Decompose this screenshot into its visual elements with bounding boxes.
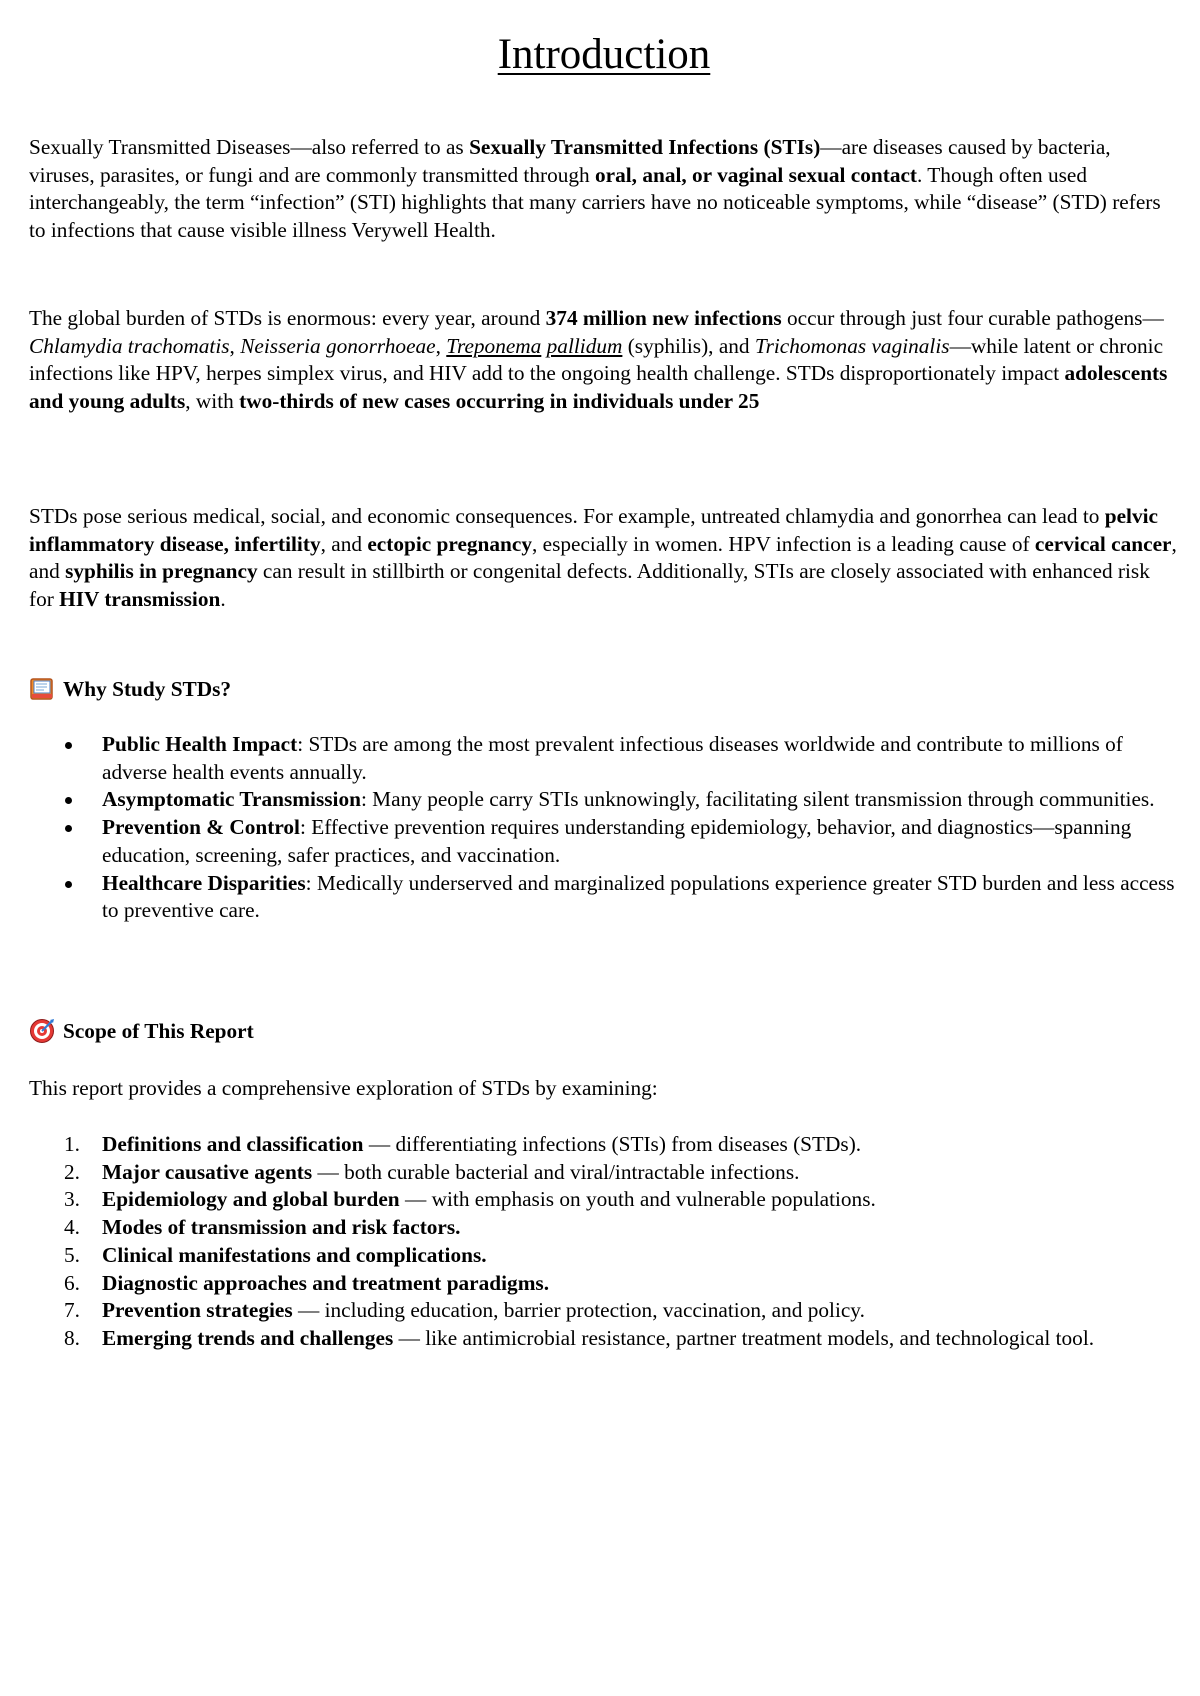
text: . — [220, 587, 226, 612]
list-item-label: Diagnostic approaches and treatment paradigms. — [102, 1270, 550, 1295]
bold-text: ectopic pregnancy — [367, 531, 532, 556]
bold-text: oral, anal, or vaginal sexual contact — [595, 162, 918, 187]
text: occur through just four curable pathogens— — [781, 306, 1164, 330]
list-item — [29, 814, 1179, 869]
text: . Though often used interchangeably, the term “infection” (STI) highlights that many carriers have no noticeable symptoms, while “disease” (STD) refers to infections that cause visible illness Verywell Health. — [29, 162, 1161, 243]
bold-text: HIV transmission — [59, 587, 221, 612]
list-item-label: Emerging trends and challenges — [102, 1325, 394, 1350]
list-item — [29, 731, 1179, 786]
list-item-label: Healthcare Disparities — [102, 870, 306, 895]
text: The global burden of STDs is enormous: every year, around — [29, 306, 546, 330]
list-item-label: Public Health Impact — [102, 732, 298, 756]
page-title: Introduction — [497, 31, 711, 78]
list-item-label: Clinical manifestations and complications. — [102, 1242, 487, 1267]
why-study-list — [29, 731, 1179, 925]
list-item — [29, 1297, 1179, 1325]
italic-text: Neisseria gonorrhoeae — [240, 333, 436, 358]
list-number: 1. — [64, 1132, 80, 1156]
list-item-label: Prevention strategies — [102, 1298, 293, 1323]
bold-text: syphilis in pregnancy — [65, 559, 258, 584]
intro-paragraph-2 — [29, 305, 1179, 416]
scope-heading — [29, 1017, 254, 1045]
intro-paragraph-1 — [29, 134, 1179, 245]
text: —are diseases caused by bacteria, viruses, parasites, or fungi and are commonly transmitted through — [29, 135, 1111, 187]
list-item-text: — differentiating infections (STIs) from diseases (STDs). — [363, 1132, 862, 1156]
text: STDs pose serious medical, social, and economic consequences. For example, untreated chlamydia and gonorrhea can lead to — [29, 504, 1105, 528]
underlined-text: pallidum — [546, 333, 623, 358]
bold-text: adolescents and young adults — [29, 361, 1168, 414]
underlined-text: Treponema — [446, 333, 542, 358]
list-number: 8. — [64, 1325, 80, 1350]
list-item — [29, 1186, 1179, 1214]
intro-paragraph-3 — [29, 503, 1179, 614]
text: can result in stillbirth or congenital defects. Additionally, STIs are closely associated with enhanced risk for — [29, 559, 1150, 612]
list-item — [29, 1131, 1179, 1159]
section-heading-text: Scope of This Report — [63, 1019, 254, 1043]
scope-intro: This report provides a comprehensive exploration of STDs by examining: — [29, 1076, 658, 1100]
list-item-text: — both curable bacterial and viral/intractable infections. — [312, 1159, 800, 1184]
list-item — [29, 1270, 1179, 1298]
target-icon — [29, 1018, 55, 1044]
text: , especially in women. HPV infection is a leading cause of — [531, 531, 1035, 556]
bold-text: Sexually Transmitted Infections (STIs) — [469, 135, 821, 159]
bold-text: cervical cancer — [1034, 531, 1172, 556]
italic-text: Trichomonas vaginalis — [754, 333, 950, 358]
text: , — [435, 333, 447, 358]
list-item-text: — with emphasis on youth and vulnerable populations. — [399, 1187, 876, 1212]
list-item — [29, 1159, 1179, 1187]
list-item-label: Epidemiology and global burden — [102, 1187, 400, 1212]
list-item-label: Asymptomatic Transmission — [102, 787, 361, 812]
bold-text: pelvic inflammatory disease, infertility — [29, 504, 1158, 556]
list-item — [29, 1325, 1179, 1353]
list-item — [29, 786, 1179, 814]
list-number: 3. — [64, 1187, 80, 1212]
text: (syphilis), and — [622, 333, 755, 358]
text: , with — [185, 389, 240, 414]
list-item-label: Modes of transmission and risk factors. — [102, 1215, 461, 1240]
text: , and — [320, 531, 368, 556]
list-item-text: — like antimicrobial resistance, partner treatment models, and technological tool. — [393, 1325, 1095, 1350]
list-item-text: : Medically underserved and marginalized populations experience greater STD burden and less access to preventive care. — [102, 870, 1175, 923]
list-item-label: Major causative agents — [102, 1159, 313, 1184]
bold-text: 374 million new infections — [545, 306, 782, 330]
list-item-text: : STDs are among the most prevalent infectious diseases worldwide and contribute to millions of adverse health events annually. — [102, 732, 1123, 784]
list-item-label: Definitions and classification — [102, 1132, 364, 1156]
list-number: 5. — [64, 1242, 80, 1267]
list-item-text: : Effective prevention requires understanding epidemiology, behavior, and diagnostics—spanning education, screening, safer practices, and vaccination. — [102, 815, 1132, 867]
scope-list — [29, 1131, 1179, 1353]
section-heading-text: Why Study STDs? — [63, 677, 232, 701]
list-item — [29, 1214, 1179, 1242]
why-study-heading — [29, 675, 231, 703]
text: —while latent or chronic infections like HPV, herpes simplex virus, and HIV add to the ongoing health challenge. STDs disproportionately impact — [29, 333, 1164, 386]
text: Sexually Transmitted Diseases—also referred to as — [29, 135, 470, 159]
list-item — [29, 870, 1179, 925]
list-number: 2. — [64, 1159, 80, 1184]
bold-text: two-thirds of new cases occurring in individuals under 25 — [239, 389, 760, 414]
italic-text: Chlamydia trachomatis — [29, 333, 230, 358]
text: , — [229, 333, 241, 358]
book-icon — [29, 676, 55, 702]
list-item-label: Prevention & Control — [102, 815, 300, 840]
italic-text — [446, 334, 622, 358]
list-number: 6. — [64, 1270, 80, 1295]
list-number: 7. — [64, 1298, 80, 1323]
list-item-text: — including education, barrier protection, vaccination, and policy. — [292, 1298, 865, 1323]
list-item-text: : Many people carry STIs unknowingly, facilitating silent transmission through communities. — [360, 787, 1155, 812]
list-item — [29, 1242, 1179, 1270]
text: , and — [29, 531, 1177, 584]
list-number: 4. — [64, 1215, 80, 1240]
